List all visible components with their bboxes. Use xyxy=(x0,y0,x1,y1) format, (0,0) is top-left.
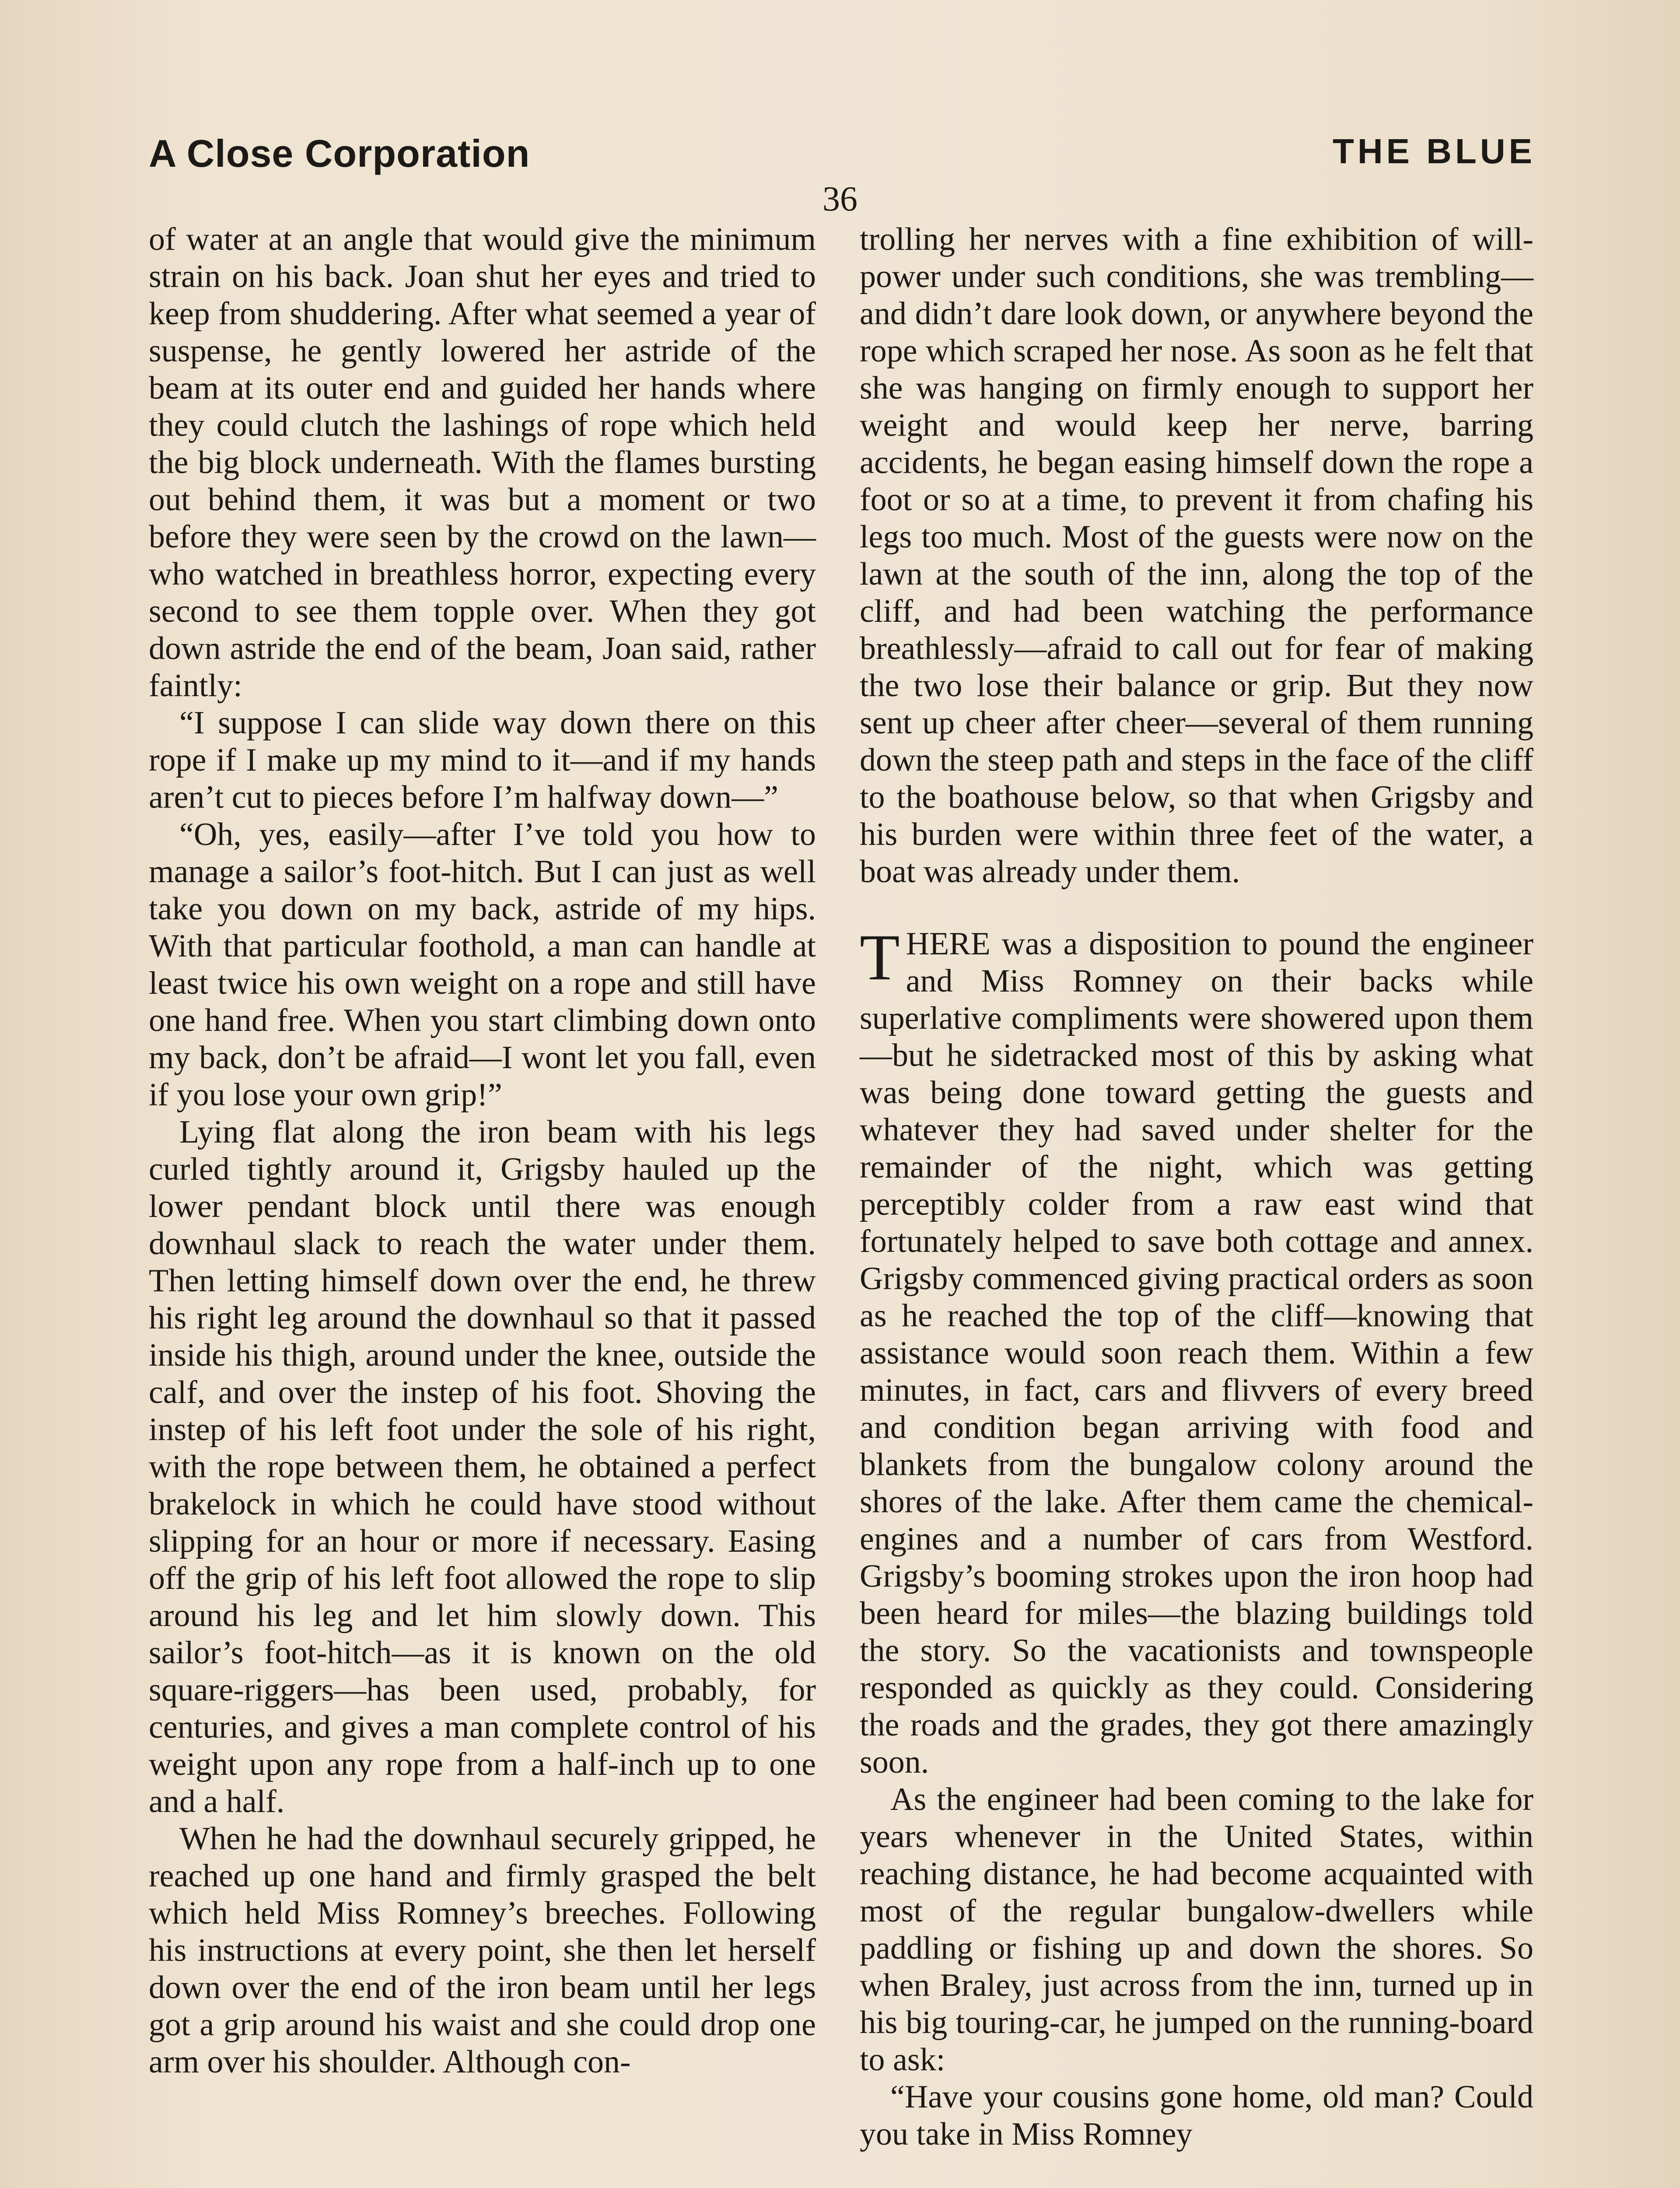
paragraph: of water at an angle that would give the minimum strain on his back. Joan shut her eyes and tried to keep from shuddering. After what seemed a year of suspense, he gently lowered her astride of the beam at its outer end and guided her hands where they could clutch the lashings of rope which held the big block underneath. With the flames bursting out behind them, it was but a moment or two before they were seen by the crowd on the lawn—who watched in breathless horror, expecting every second to see them topple over. When they got down astride the end of the beam, Joan said, rather faintly: xyxy=(149,221,816,704)
dropcap-paragraph xyxy=(860,921,1533,1781)
paragraph: “I suppose I can slide way down there on this rope if I make up my mind to it—and if my hands aren’t cut to pieces before I’m halfway down—” xyxy=(149,705,816,815)
paragraph: “Have your cousins gone home, old man? Could you take in Miss Romney xyxy=(860,2079,1533,2152)
paragraph: trolling her nerves with a fine exhibition of will-power under such conditions, she was trembling—and didn’t dare look down, or anywhere beyond the rope which scraped her nose. As soon as he felt that she was hanging on firmly enough to support her weight and would keep her nerve, barring accidents, he began easing himself down the rope a foot or so at a time, to prevent it from chafing his legs too much. Most of the guests were now on the lawn at the south of the inn, along the top of the cliff, and had been watching the performance breathlessly—afraid to call out for fear of making the two lose their balance or grip. But they now sent up cheer after cheer—several of them running down the steep path and steps in the face of the cliff to the boathouse below, so that when Grigsby and his burden were within three feet of the water, a boat was already under them. xyxy=(860,221,1533,890)
magazine-name: THE BLUE xyxy=(1333,132,1536,171)
paragraph-text: HERE was a disposition to pound the engineer and Miss Romney on their backs while superlative compliments were showered upon them—but he sidetracked most of this by asking what was being done toward getting the guests and whatever they had saved under shelter for the remainder of the night, which was getting perceptibly colder from a raw east wind that fortunately helped to save both cottage and annex. Grigsby commenced giving practical orders as soon as he reached the top of the cliff—knowing that assistance would soon reach them. Within a few minutes, in fact, cars and flivvers of every breed and condition began arriving with food and blankets from the bungalow colony around the shores of the lake. After them came the chemical-engines and a number of cars from Westford. Grigsby’s booming strokes upon the iron hoop had been heard for miles—the blazing buildings told the story. So the vacationists and townspeople responded as quickly as they could. Considering the roads and the grades, they got there amazingly soon. xyxy=(860,926,1533,1780)
section-break xyxy=(860,891,1533,926)
paragraph: When he had the downhaul securely gripped, he reached up one hand and firmly grasped the belt which held Miss Romney’s breeches. Following his instructions at every point, she then let herself down over the end of the iron beam until her legs got a grip around his waist and she could drop one arm over his shoulder. Although con- xyxy=(149,1821,816,2080)
left-column xyxy=(149,221,816,2081)
paragraph: As the engineer had been coming to the lake for years whenever in the United States, within reaching distance, he had become acquainted with most of the regular bungalow-dwellers while paddling or fishing up and down the shores. So when Braley, just across from the inn, turned up in his big touring-car, he jumped on the running-board to ask: xyxy=(860,1781,1533,2078)
paragraph: Lying flat along the iron beam with his legs curled tightly around it, Grigsby hauled up the lower pendant block until there was enough downhaul slack to reach the water under them. Then letting himself down over the end, he threw his right leg around the downhaul so that it passed inside his thigh, around under the knee, outside the calf, and over the instep of his foot. Shoving the instep of his left foot under the sole of his right, with the rope between them, he obtained a perfect brakelock in which he could have stood without slipping for an hour or more if necessary. Easing off the grip of his left foot allowed the rope to slip around his leg and let him slowly down. This sailor’s foot-hitch—as it is known on the old square-riggers—has been used, probably, for centuries, and gives a man complete control of his weight upon any rope from a half-inch up to one and a half. xyxy=(149,1114,816,1820)
drop-cap: T xyxy=(860,921,900,994)
page-number: 36 xyxy=(822,180,858,218)
running-title: A Close Corporation xyxy=(149,132,530,175)
right-column xyxy=(860,221,1533,2153)
paragraph: “Oh, yes, easily—after I’ve told you how to manage a sailor’s foot-hitch. But I can just as well take you down on my back, astride of my hips. With that particular foothold, a man can handle at least twice his own weight on a rope and still have one hand free. When you start climbing down onto my back, don’t be afraid—I wont let you fall, even if you lose your own grip!” xyxy=(149,817,816,1113)
